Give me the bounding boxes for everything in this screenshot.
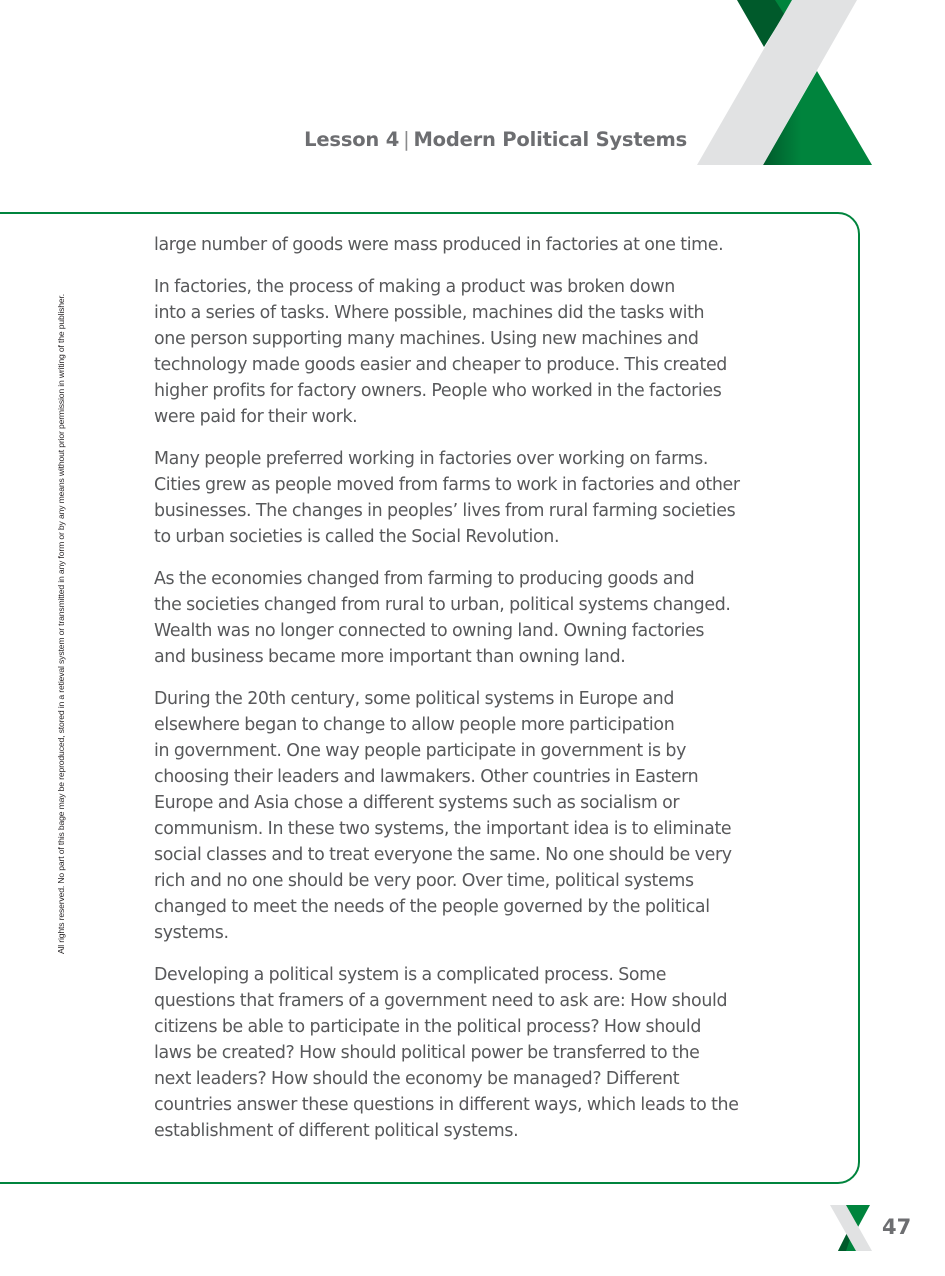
text-line: Cities grew as people moved from farms to work in factories and other <box>154 475 740 495</box>
text-line: large number of goods were mass produced in factories at one time. <box>154 235 724 255</box>
body-text <box>154 232 804 1160</box>
text-line: rich and no one should be very poor. Over time, political systems <box>154 871 694 891</box>
paragraph <box>154 232 804 258</box>
x-logo-icon <box>680 0 945 180</box>
paragraph <box>154 686 804 946</box>
text-line: countries answer these questions in different ways, which leads to the <box>154 1095 739 1115</box>
text-line: In factories, the process of making a product was broken down <box>154 277 675 297</box>
text-line: communism. In these two systems, the important idea is to eliminate <box>154 819 732 839</box>
text-line: social classes and to treat everyone the same. No one should be very <box>154 845 732 865</box>
text-line: Wealth was no longer connected to owning land. Owning factories <box>154 621 705 641</box>
text-line: elsewhere began to change to allow people more participation <box>154 715 675 735</box>
paragraph <box>154 962 804 1144</box>
text-line: and business became more important than owning land. <box>154 647 626 667</box>
text-line: one person supporting many machines. Using new machines and <box>154 329 699 349</box>
text-line: laws be created? How should political power be transferred to the <box>154 1043 700 1063</box>
header-separator: | <box>403 128 410 151</box>
lesson-number: Lesson 4 <box>304 128 400 151</box>
text-line: During the 20th century, some political systems in Europe and <box>154 689 675 709</box>
text-line: choosing their leaders and lawmakers. Other countries in Eastern <box>154 767 699 787</box>
text-line: to urban societies is called the Social Revolution. <box>154 527 560 547</box>
text-line: Many people preferred working in factories over working on farms. <box>154 449 709 469</box>
paragraph <box>154 446 804 550</box>
text-line: establishment of different political systems. <box>154 1121 519 1141</box>
text-line: into a series of tasks. Where possible, machines did the tasks with <box>154 303 705 323</box>
lesson-title: Modern Political Systems <box>413 128 687 151</box>
text-line: businesses. The changes in peoples’ lives from rural farming societies <box>154 501 736 521</box>
lesson-header <box>304 128 687 151</box>
page-number: 47 <box>882 1215 912 1239</box>
text-line: questions that framers of a government need to ask are: How should <box>154 991 728 1011</box>
paragraph <box>154 274 804 430</box>
x-logo-small-icon <box>828 1205 874 1251</box>
text-line: in government. One way people participate in government is by <box>154 741 687 761</box>
text-line: higher profits for factory owners. People who worked in the factories <box>154 381 722 401</box>
text-line: Developing a political system is a complicated process. Some <box>154 965 667 985</box>
text-line: were paid for their work. <box>154 407 358 427</box>
text-line: next leaders? How should the economy be managed? Different <box>154 1069 680 1089</box>
text-line: citizens be able to participate in the political process? How should <box>154 1017 702 1037</box>
paragraph <box>154 566 804 670</box>
copyright-notice: All rights reserved. No part of this bage may be reproduced, stored in a retieval system or transmitted in any form or by any means without prior permission in writing of the publisher. <box>56 293 66 955</box>
text-line: As the economies changed from farming to producing goods and <box>154 569 695 589</box>
text-line: technology made goods easier and cheaper to produce. This created <box>154 355 727 375</box>
text-line: systems. <box>154 923 229 943</box>
text-line: the societies changed from rural to urban, political systems changed. <box>154 595 731 615</box>
text-line: Europe and Asia chose a different systems such as socialism or <box>154 793 680 813</box>
text-line: changed to meet the needs of the people governed by the political <box>154 897 710 917</box>
